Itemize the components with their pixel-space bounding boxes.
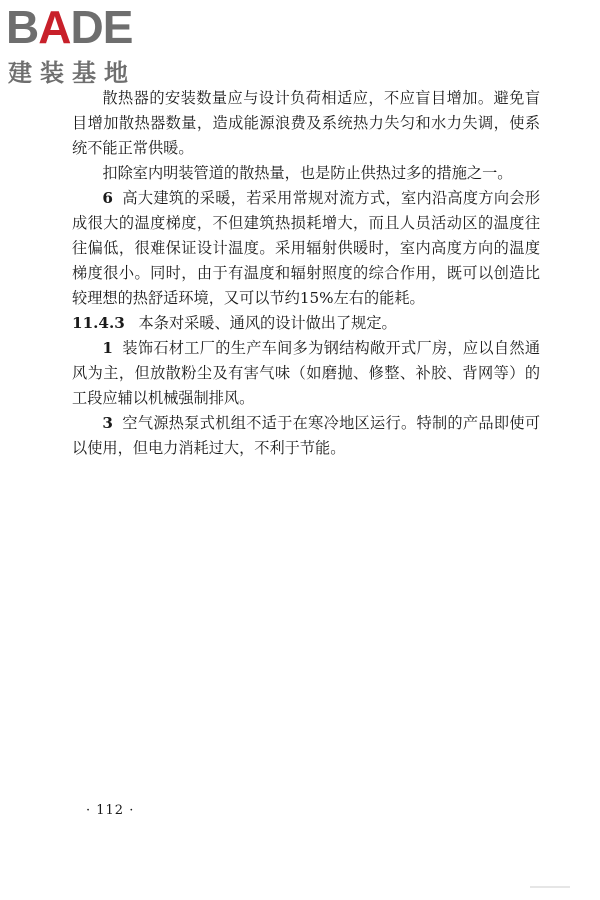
paragraph: 扣除室内明装管道的散热量，也是防止供热过多的措施之一。 [102,164,513,182]
paragraph: 散热器的安装数量应与设计负荷相适应，不应盲目增加。避免盲目增加散热器数量，造成能源浪费及系统热力失匀和水力失调，使系统不能正常供暖。 [72,89,540,157]
corner-divider [530,886,570,888]
page-number: · 112 · [86,803,135,818]
section-number: 11.4.3 [72,314,125,332]
item-number: 1 [102,339,113,357]
logo-subtitle: 建装基地 [8,59,136,87]
logo-accent-letter: A [38,1,71,53]
item-number: 3 [102,414,113,432]
document-body [72,86,540,461]
item-number: 6 [102,189,113,207]
paragraph: 6 高大建筑的采暖，若采用常规对流方式，室内沿高度方向会形成很大的温度梯度，不但建筑热损耗增大，而且人员活动区的温度往往偏低，很难保证设计温度。采用辐射供暖时，室内高度方向的温度梯度很小。同时，由于有温度和辐射照度的综合作用，既可以创造比较理想的热舒适环境，又可以节约15%左右的能耗。 [72,189,540,307]
logo-wordmark: BADE [6,1,133,53]
bade-logo [6,2,176,94]
paragraph: 1 装饰石材工厂的生产车间多为钢结构敞开式厂房，应以自然通风为主，但放散粉尘及有害气味（如磨抛、修整、补胶、背网等）的工段应辅以机械强制排风。 [72,339,540,407]
section-heading: 11.4.3 本条对采暖、通风的设计做出了规定。 [72,314,397,332]
paragraph: 3 空气源热泵式机组不适于在寒冷地区运行。特制的产品即使可以使用，但电力消耗过大，不利于节能。 [72,414,540,457]
